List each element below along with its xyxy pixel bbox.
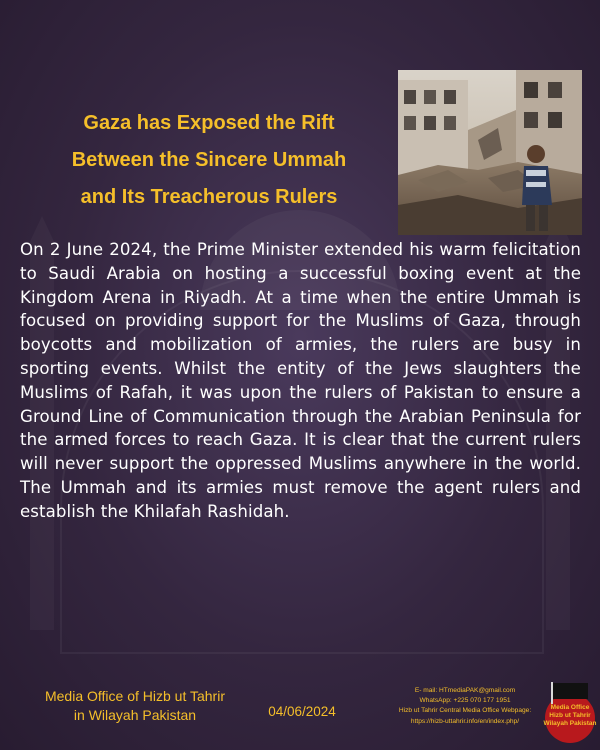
headline-line-3: and Its Treacherous Rulers xyxy=(80,186,338,208)
headline-line-1: Gaza has Exposed the Rift xyxy=(83,112,335,134)
logo-line-3: Wilayah Pakistan xyxy=(543,720,597,727)
footer-contact xyxy=(392,686,538,727)
footer-central-url: https://hizb-uttahrir.info/en/index.php/ xyxy=(410,717,520,725)
footer-whatsapp: WhatsApp: +225 070 177 1951 xyxy=(419,697,511,705)
footer-central-label: Hizb ut Tahrir Central Media Office Webpage: xyxy=(398,707,532,715)
footer-org-line-1: Media Office of Hizb ut Tahrir xyxy=(44,688,225,704)
logo-line-1: Media Office xyxy=(550,704,590,711)
gaza-rubble-photo xyxy=(398,70,582,235)
hizb-ut-tahrir-flag-logo xyxy=(543,680,597,748)
article-body: On 2 June 2024, the Prime Minister extended his warm felicitation to Saudi Arabia on hosting a successful boxing event at the Kingdom Arena in Riyadh. At a time when the entire Ummah is focused on providing support for the Muslims of Gaza, through boycotts and mobilization of armies, the rulers are busy in sporting events. Whilst the entity of the Jews slaughters the Muslims of Rafah, it was upon the rulers of Pakistan to ensure a Ground Line of Communication through the Arabian Peninsula for the armed forces to reach Gaza. It is clear that the current rulers will never support the oppressed Muslims anywhere in the world. The Ummah and its armies must remove the agent rulers and establish the Khilafah Rashidah. xyxy=(20,240,581,521)
logo-text xyxy=(543,704,597,728)
footer-email: E- mail: HTmediaPAK@gmail.com xyxy=(414,687,516,694)
footer-date: 04/06/2024 xyxy=(268,704,336,719)
footer-organization xyxy=(24,687,246,725)
headline-line-2: Between the Sincere Ummah xyxy=(71,149,347,171)
headline xyxy=(28,105,390,216)
footer-org-line-2: in Wilayah Pakistan xyxy=(73,707,197,723)
logo-line-2: Hizb ut Tahrir xyxy=(549,712,591,719)
